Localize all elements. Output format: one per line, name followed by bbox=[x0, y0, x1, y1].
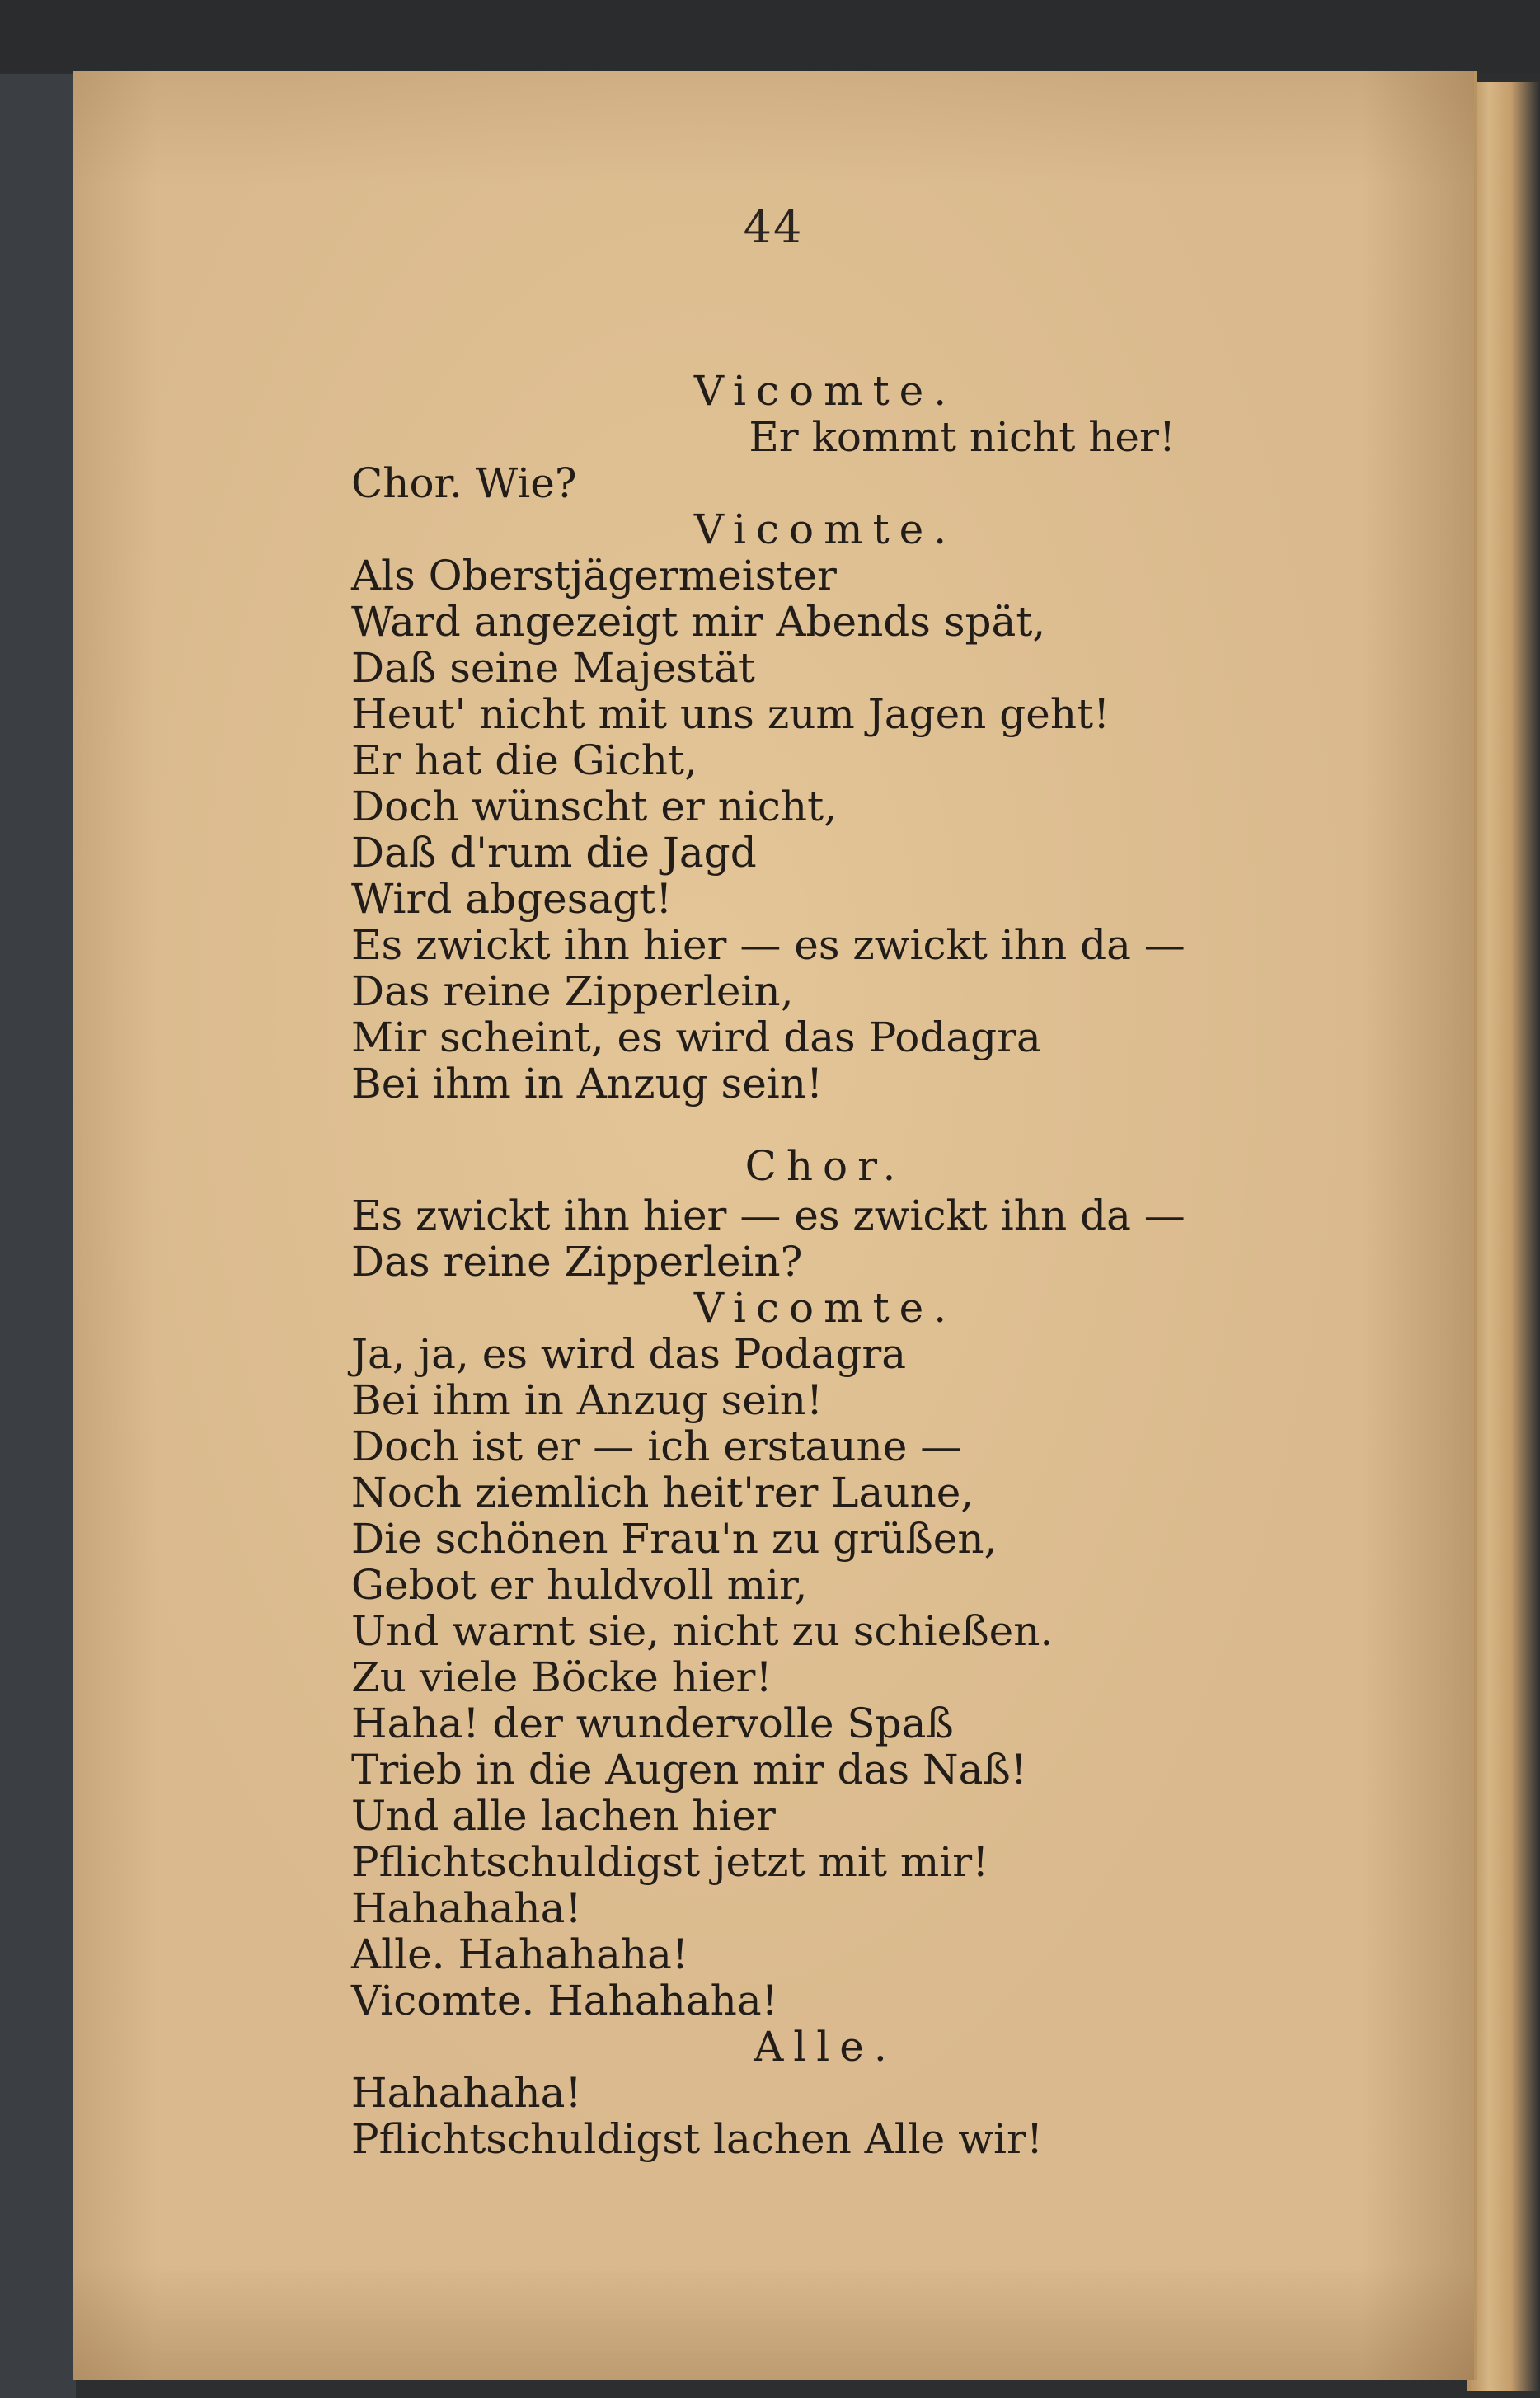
text-line: Es zwickt ihn hier — es zwickt ihn da — bbox=[351, 921, 1186, 969]
text-line: Als Oberstjägermeister bbox=[351, 552, 837, 600]
scan-left-border bbox=[0, 74, 76, 2398]
text-line: Chor. Wie? bbox=[351, 459, 577, 507]
book-page bbox=[73, 71, 1477, 2380]
text-line: Doch ist er — ich erstaune — bbox=[351, 1422, 962, 1470]
text-line: Hahahaha! bbox=[351, 2069, 582, 2117]
text-line: Noch ziemlich heit'rer Laune, bbox=[351, 1469, 974, 1516]
text-line: Hahahaha! bbox=[351, 1884, 582, 1932]
text-line: Doch wünscht er nicht, bbox=[351, 783, 838, 830]
text-line: Trieb in die Augen mir das Naß! bbox=[351, 1746, 1027, 1794]
text-line: Wird abgesagt! bbox=[351, 875, 673, 923]
page-number: 44 bbox=[743, 201, 804, 253]
text-line: Und alle lachen hier bbox=[351, 1792, 776, 1840]
text-line: Er hat die Gicht, bbox=[351, 736, 697, 784]
text-line: Die schönen Frau'n zu grüßen, bbox=[351, 1515, 998, 1563]
speaker-heading: Vicomte. bbox=[693, 367, 957, 415]
text-line: Das reine Zipperlein, bbox=[351, 967, 794, 1015]
text-line: Zu viele Böcke hier! bbox=[351, 1653, 772, 1701]
text-line: Das reine Zipperlein? bbox=[351, 1238, 803, 1286]
text-line: Ja, ja, es wird das Podagra bbox=[351, 1330, 907, 1378]
speaker-heading: Chor. bbox=[744, 1142, 906, 1190]
speaker-heading: Vicomte. bbox=[693, 1284, 957, 1332]
text-line: Vicomte. Hahahaha! bbox=[351, 1977, 778, 2024]
scan-top-border bbox=[0, 0, 1540, 73]
text-line: Und warnt sie, nicht zu schießen. bbox=[351, 1607, 1054, 1655]
text-line: Daß seine Majestät bbox=[351, 644, 755, 692]
text-line: Gebot er huldvoll mir, bbox=[351, 1561, 808, 1609]
speaker-heading: Alle. bbox=[754, 2023, 897, 2071]
text-line: Es zwickt ihn hier — es zwickt ihn da — bbox=[351, 1192, 1186, 1239]
text-line: Haha! der wundervolle Spaß bbox=[351, 1700, 954, 1747]
text-line: Pflichtschuldigst jetzt mit mir! bbox=[351, 1838, 989, 1886]
text-line: Bei ihm in Anzug sein! bbox=[351, 1060, 824, 1107]
text-line: Ward angezeigt mir Abends spät, bbox=[351, 598, 1046, 646]
text-line: Pflichtschuldigst lachen Alle wir! bbox=[351, 2115, 1044, 2163]
text-line: Daß d'rum die Jagd bbox=[351, 829, 757, 877]
text-line: Heut' nicht mit uns zum Jagen geht! bbox=[351, 690, 1110, 738]
text-line: Bei ihm in Anzug sein! bbox=[351, 1376, 824, 1424]
text-line: Mir scheint, es wird das Podagra bbox=[351, 1013, 1041, 1061]
text-line: Er kommt nicht her! bbox=[749, 413, 1176, 461]
speaker-heading: Vicomte. bbox=[693, 505, 957, 553]
page-fore-edge bbox=[1467, 82, 1540, 2391]
text-line: Alle. Hahahaha! bbox=[351, 1930, 689, 1978]
